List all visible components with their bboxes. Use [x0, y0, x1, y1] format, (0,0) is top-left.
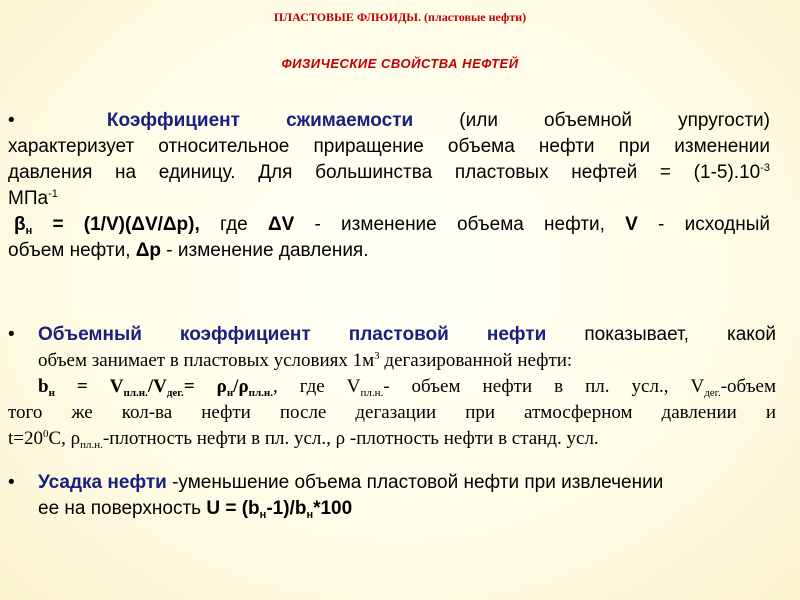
shrinkage-lead: -уменьшение объема пластовой нефти при извлечении: [166, 472, 664, 493]
bullet: •: [8, 472, 15, 493]
volume-factor-paragraph: [8, 322, 776, 452]
bullet: •: [8, 110, 15, 131]
volume-factor-formula: $b_н = V_{пл.н.}/V_{дег.}= \rho_н/\rho_{пл.н.}$, где $V_{пл.н.}-$ объем нефти в пл. усл., $V_{дег.}$-объем: [38, 376, 776, 399]
compressibility-line2: характеризует относительное приращение объема нефти при изменении: [8, 136, 770, 157]
compressibility-lead: (или объемной упругости): [413, 110, 771, 131]
compressibility-unit: МПа$^{-1}$: [8, 188, 58, 209]
compressibility-paragraph: [8, 108, 770, 264]
shrinkage-paragraph: [8, 470, 778, 522]
shrinkage-term: Усадка нефти: [38, 472, 167, 493]
slide-subtitle: ФИЗИЧЕСКИЕ СВОЙСТВА НЕФТЕЙ: [281, 56, 519, 71]
bullet: •: [8, 324, 15, 345]
volume-factor-line4: того же кол-ва нефти после дегазации при атмосферном давлении и: [8, 402, 776, 423]
volume-factor-term: Объемный коэффициент пластовой нефти: [38, 324, 547, 345]
slide-title: ПЛАСТОВЫЕ ФЛЮИДЫ. (пластовые нефти): [273, 10, 527, 24]
compressibility-line3: давления на единицу. Для большинства пластовых нефтей = $(1-5).10^{-3}$: [8, 162, 770, 183]
compressibility-term: Коэффициент сжимаемости: [106, 110, 414, 131]
shrinkage-formula: ее на поверхность $U = (b_н-1)/b_н*100$: [38, 498, 353, 521]
compressibility-formula: $\beta_н = (1/V)(\Delta V/\Delta p)$, где ΔV - изменение объема нефти, V - исходный: [14, 214, 770, 237]
compressibility-formula-line2: объем нефти, Δр - изменение давления.: [8, 240, 369, 261]
volume-factor-line2: объем занимает в пластовых условиях $1м^3$ дегазированной нефти:: [38, 350, 573, 371]
volume-factor-lead: показывает, какой: [546, 324, 776, 345]
volume-factor-line5: $t=20^0C$, $\rho_{пл.н.}$-плотность нефти в пл. усл., ρ -плотность нефти в станд. усл.: [8, 428, 599, 451]
